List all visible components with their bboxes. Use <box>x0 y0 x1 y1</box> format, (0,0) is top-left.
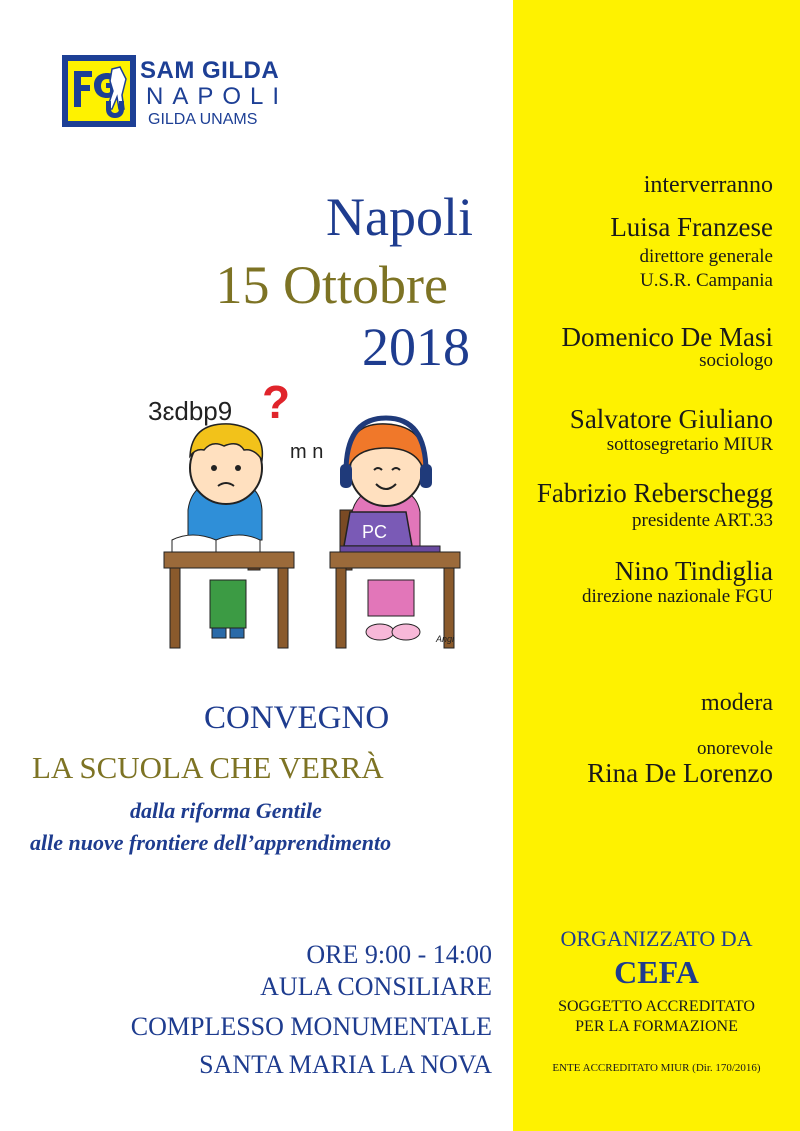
organizer-desc-1: SOGGETTO ACCREDITATO <box>558 998 755 1015</box>
speakers-intro: interverranno <box>643 172 773 198</box>
event-title: LA SCUOLA CHE VERRÀ <box>32 750 384 785</box>
floating-mn: m n <box>290 441 324 463</box>
speaker-role: sottosegretario MIUR <box>606 434 773 455</box>
speaker-name: Salvatore Giuliano <box>569 404 773 434</box>
organizer-accreditation <box>513 1062 800 1074</box>
speaker-role: presidente ART.33 <box>632 510 773 531</box>
children-study-illustration <box>140 380 480 660</box>
moderator-title: onorevole <box>697 738 773 759</box>
accreditation-text: ENTE ACCREDITATO MIUR <box>552 1062 690 1074</box>
logo-text <box>140 58 288 130</box>
speaker-name: Domenico De Masi <box>561 322 773 352</box>
moderator-name: Rina De Lorenzo <box>587 758 773 788</box>
venue-time: ORE 9:00 - 14:00 <box>306 940 492 969</box>
logo-city: NAPOLI <box>146 83 289 110</box>
logo-name: SAM GILDA <box>140 57 280 84</box>
venue-hall: AULA CONSILIARE <box>260 972 492 1001</box>
speaker-role: direzione nazionale FGU <box>582 586 773 607</box>
speaker-role: direttore generale <box>639 246 773 267</box>
speaker-name: Fabrizio Reberschegg <box>536 478 773 508</box>
event-type: CONVEGNO <box>204 700 390 736</box>
organizer-label: ORGANIZZATO DA <box>560 926 753 951</box>
question-mark-icon: ? <box>262 380 291 428</box>
headline-city: Napoli <box>326 187 473 247</box>
speaker-name: Nino Tindiglia <box>614 556 773 586</box>
fgu-logo-icon <box>62 55 136 127</box>
laptop-label: PC <box>362 522 388 542</box>
accreditation-directive: (Dir. 170/2016) <box>692 1062 761 1074</box>
speaker-name: Luisa Franzese <box>610 212 773 242</box>
organizer-name: CEFA <box>614 954 699 990</box>
moderator-label: modera <box>701 690 773 716</box>
organizer-desc-2: PER LA FORMAZIONE <box>575 1018 738 1035</box>
event-subtitle-1: dalla riforma Gentile <box>130 798 322 823</box>
headline-year: 2018 <box>362 317 470 377</box>
speaker-role: U.S.R. Campania <box>640 270 773 291</box>
artist-signature: Angi <box>436 634 455 644</box>
venue-complex: COMPLESSO MONUMENTALE <box>130 1012 492 1041</box>
event-subtitle-2: alle nuove frontiere dell’apprendimento <box>30 830 392 855</box>
boy-figure <box>172 424 262 570</box>
speaker-role: sociologo <box>699 350 773 371</box>
logo-subname: GILDA UNAMS <box>148 111 258 128</box>
floating-letters: 3ɛdbp9 <box>148 396 233 426</box>
headline-date: 15 Ottobre <box>215 255 448 315</box>
venue-place: SANTA MARIA LA NOVA <box>199 1050 492 1079</box>
